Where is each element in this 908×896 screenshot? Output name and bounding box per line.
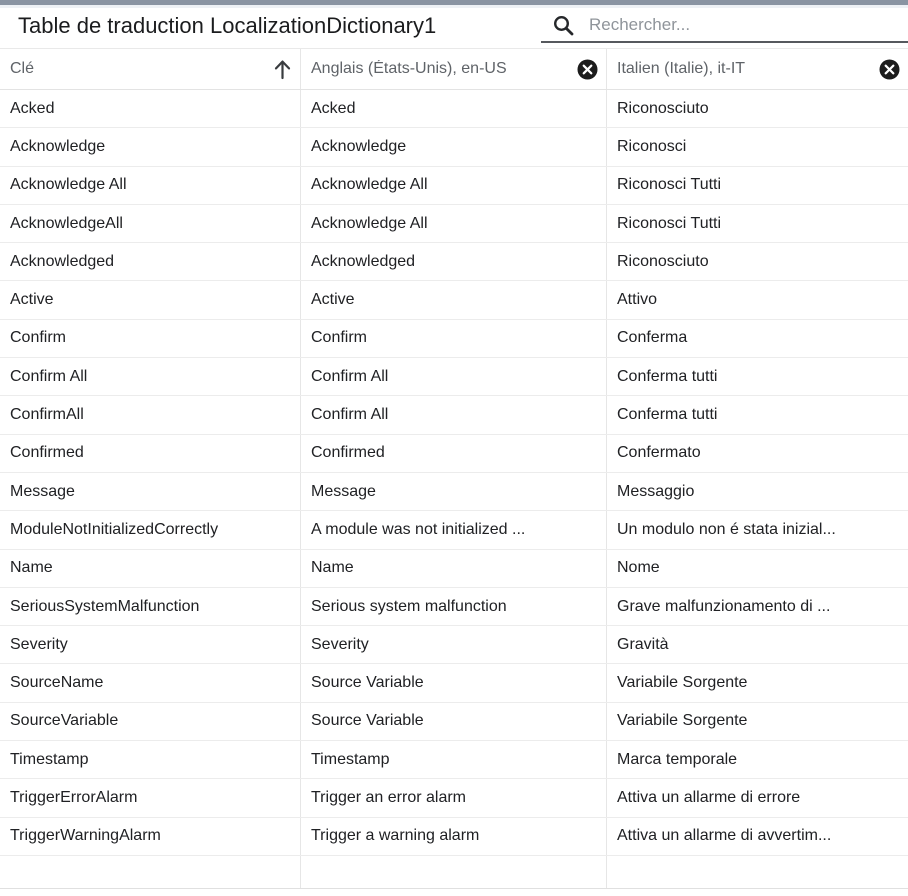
cell-key[interactable]: Name (10, 559, 53, 577)
column-header-en-us[interactable] (300, 49, 606, 89)
cell-it-it[interactable]: Riconosci Tutti (606, 205, 908, 242)
cell-en-us[interactable]: Source Variable (300, 703, 606, 740)
cell-it-it[interactable]: Variabile Sorgente (606, 703, 908, 740)
column-header-label: Anglais (États-Unis), en-US (311, 60, 507, 77)
cell-it-it[interactable]: Marca temporale (606, 741, 908, 778)
cell-key[interactable]: Confirm All (10, 367, 88, 385)
cell-key[interactable]: Confirm (10, 329, 67, 347)
cell-key[interactable]: TriggerWarningAlarm (10, 827, 161, 845)
cell-it-it[interactable]: Attiva un allarme di errore (606, 779, 908, 816)
cell-key[interactable]: ModuleNotInitializedCorrectly (10, 520, 219, 538)
sort-arrow-up-icon (273, 59, 292, 80)
cell-it-it[interactable]: Riconosciuto (606, 90, 908, 127)
cell-en-us[interactable]: Acknowledge (300, 128, 606, 165)
table-row (0, 741, 908, 779)
column-header-key[interactable] (0, 49, 300, 89)
cell-key[interactable]: Acknowledged (10, 252, 115, 270)
cell-key[interactable]: Message (10, 482, 75, 500)
page-title: Table de traduction LocalizationDictionary1 (18, 13, 437, 38)
cell-en-us[interactable]: Confirm All (300, 358, 606, 395)
column-header-it-it[interactable] (606, 49, 908, 89)
table-row (0, 435, 908, 473)
cell-it-it[interactable]: Conferma tutti (606, 358, 908, 395)
window-top-strip (0, 5, 908, 8)
search-field[interactable] (541, 9, 908, 43)
cell-key[interactable]: Timestamp (10, 750, 89, 768)
cell-en-us[interactable]: Acknowledge All (300, 205, 606, 242)
remove-column-icon[interactable] (879, 59, 900, 80)
cell-en-us[interactable]: Severity (300, 626, 606, 663)
cell-key[interactable]: SeriousSystemMalfunction (10, 597, 200, 615)
table-row (0, 243, 908, 281)
table-row (0, 626, 908, 664)
cell-key[interactable]: AcknowledgeAll (10, 214, 123, 232)
cell-key[interactable]: SourceVariable (10, 712, 119, 730)
cell-key[interactable]: Severity (10, 635, 68, 653)
table-row (0, 818, 908, 856)
cell-key[interactable]: Acknowledge (10, 137, 106, 155)
cell-it-it[interactable]: Nome (606, 550, 908, 587)
search-icon (552, 14, 575, 37)
search-input[interactable] (589, 15, 908, 35)
cell-it-it[interactable]: Variabile Sorgente (606, 664, 908, 701)
cell-en-us[interactable]: Trigger a warning alarm (300, 818, 606, 855)
cell-key[interactable]: Confirmed (10, 444, 84, 462)
table-row (0, 703, 908, 741)
table-row (0, 511, 908, 549)
cell-en-us[interactable]: Confirm (300, 320, 606, 357)
cell-it-it[interactable]: Attiva un allarme di avvertim... (606, 818, 908, 855)
remove-column-icon[interactable] (577, 59, 598, 80)
cell-it-it[interactable]: Riconosciuto (606, 243, 908, 280)
cell-en-us[interactable]: Acked (300, 90, 606, 127)
cell-it-it[interactable]: Attivo (606, 281, 908, 318)
table-row (0, 396, 908, 434)
cell-en-us[interactable]: Source Variable (300, 664, 606, 701)
cell-en-us[interactable]: Name (300, 550, 606, 587)
cell-it-it[interactable]: Conferma tutti (606, 396, 908, 433)
cell-it-it[interactable]: Riconosci Tutti (606, 167, 908, 204)
cell-key[interactable]: Active (10, 291, 54, 309)
cell-it-it[interactable]: Messaggio (606, 473, 908, 510)
cell-en-us[interactable]: Serious system malfunction (300, 588, 606, 625)
translation-table-body (0, 90, 908, 856)
table-row (0, 664, 908, 702)
cell-en-us[interactable]: A module was not initialized ... (300, 511, 606, 548)
cell-it-it[interactable]: Confermato (606, 435, 908, 472)
cell-it-it[interactable]: Conferma (606, 320, 908, 357)
table-row (0, 320, 908, 358)
column-header-label: Italien (Italie), it-IT (617, 60, 746, 77)
table-row (0, 779, 908, 817)
table-header-row (0, 48, 908, 90)
cell-it-it[interactable]: Grave malfunzionamento di ... (606, 588, 908, 625)
cell-en-us[interactable]: Confirm All (300, 396, 606, 433)
cell-key[interactable]: TriggerErrorAlarm (10, 788, 138, 806)
column-header-label: Clé (10, 60, 35, 77)
cell-key[interactable]: Acknowledge All (10, 176, 127, 194)
cell-it-it[interactable]: Un modulo non é stata inizial... (606, 511, 908, 548)
toolbar (0, 0, 908, 48)
cell-en-us[interactable]: Active (300, 281, 606, 318)
table-row (0, 167, 908, 205)
cell-en-us[interactable]: Message (300, 473, 606, 510)
cell-key[interactable]: ConfirmAll (10, 406, 84, 424)
table-row (0, 473, 908, 511)
cell-en-us[interactable]: Timestamp (300, 741, 606, 778)
empty-row (0, 856, 908, 889)
table-row (0, 588, 908, 626)
cell-en-us[interactable]: Acknowledge All (300, 167, 606, 204)
table-row (0, 550, 908, 588)
cell-en-us[interactable]: Confirmed (300, 435, 606, 472)
table-row (0, 90, 908, 128)
cell-key[interactable]: SourceName (10, 674, 104, 692)
cell-en-us[interactable]: Trigger an error alarm (300, 779, 606, 816)
cell-key[interactable]: Acked (10, 99, 55, 117)
table-row (0, 128, 908, 166)
table-row (0, 205, 908, 243)
cell-it-it[interactable]: Gravità (606, 626, 908, 663)
cell-it-it[interactable]: Riconosci (606, 128, 908, 165)
table-row (0, 281, 908, 319)
table-row (0, 358, 908, 396)
cell-en-us[interactable]: Acknowledged (300, 243, 606, 280)
